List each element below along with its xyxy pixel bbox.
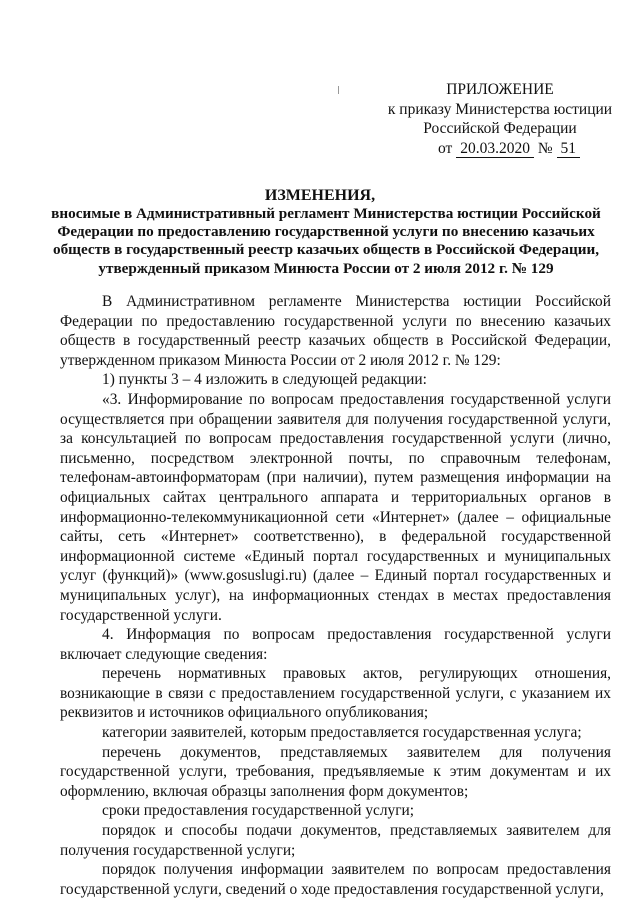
annex-line-1: к приказу Министерства юстиции xyxy=(387,100,613,118)
scan-mark xyxy=(338,86,339,94)
paragraph-legal-acts: перечень нормативных правовых актов, регулирующих отношения, возникающие в связи с предоставлением государственной услуги, с указанием их реквизитов и источников официального опубликования; xyxy=(60,665,611,722)
paragraph-point-3: «3. Информирование по вопросам предоставления государственной услуги осуществляется при обращении заявителя для получения государственной услуги, за консультацией по вопросам предоставления государственной услуги (лично, письменно, посредством электронной почты, по справочным телефонам, телефонам-автоинформаторам (при наличии), путем размещения информации на официальных сайтах центрального аппарата и территориальных органов в информационно-телекоммуникационной сети «Интернет» (далее – официальные сайты, сеть «Интернет» соответственно), в федеральной государственной информационной системе «Единый портал государственных и муниципальных услуг (функций)» (www.gosuslugi.ru) (далее – Единый портал государственных и муниципальных услуг), на информационных стендах в местах предоставления государственной услуги. xyxy=(60,390,611,624)
paragraph-item-1: 1) пункты 3 – 4 изложить в следующей редакции: xyxy=(102,371,427,389)
annex-date-prefix: от xyxy=(438,139,453,157)
paragraph-submission: порядок и способы подачи документов, представляемых заявителем для получения государственной услуги; xyxy=(60,822,611,859)
annex-number: 51 xyxy=(557,140,581,158)
annex-date: 20.03.2020 xyxy=(456,140,534,158)
annex-line-2: Российской Федерации xyxy=(423,120,577,137)
paragraph-information: порядок получения информации заявителем по вопросам предоставления государственной услуги, сведений о ходе предоставления государственной услуги, xyxy=(60,861,611,898)
annex-date-number xyxy=(380,139,620,159)
paragraph-intro: В Административном регламенте Министерства юстиции Российской Федерации по предоставлению государственной услуги по внесению казачьих обществ в государственный реестр казачьих обществ в Российской Федерации, утвержденном приказом Минюста России от 2 июля 2012 г. № 129: xyxy=(60,293,611,369)
paragraph-point-4: 4. Информация по вопросам предоставления государственной услуги включает следующие сведения: xyxy=(60,626,611,663)
annex-block xyxy=(380,80,620,158)
annex-number-sign: № xyxy=(537,139,553,157)
paragraph-deadlines: сроки предоставления государственной услуги; xyxy=(102,802,415,820)
paragraph-documents: перечень документов, представляемых заявителем для получения государственной услуги, требования, предъявляемые к этим документам и их оформлению, включая образцы заполнения форм документов; xyxy=(60,743,611,800)
paragraph-applicants: категории заявителей, которым предоставляется государственная услуга; xyxy=(102,724,582,742)
document-subtitle: вносимые в Административный регламент Министерства юстиции Российской Федерации по предоставлению государственной услуги по внесению казачьих обществ в государственный реестр казачьих обществ в Российской Федерации, утвержденный приказом Минюста России от 2 июля 2012 г. № 129 xyxy=(51,205,601,277)
annex-heading: ПРИЛОЖЕНИЕ xyxy=(446,81,554,98)
document-title: ИЗМЕНЕНИЯ, xyxy=(264,187,376,204)
document-body xyxy=(60,292,611,899)
